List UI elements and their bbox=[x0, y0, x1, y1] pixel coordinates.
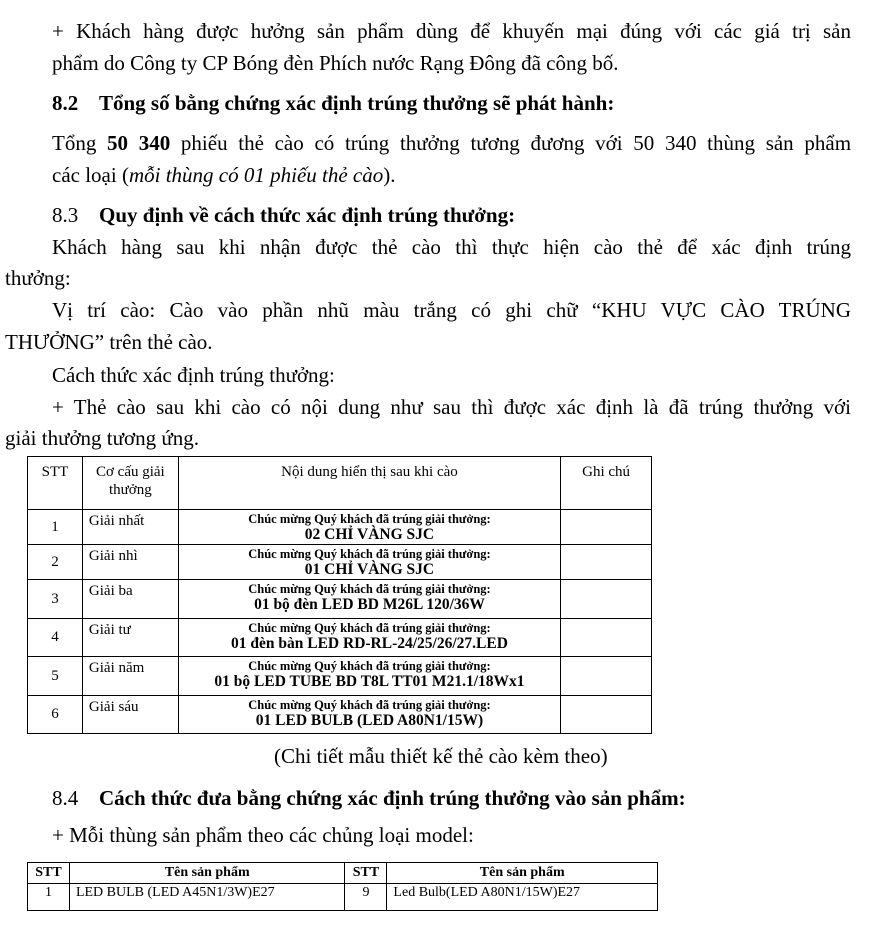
table-caption: (Chi tiết mẫu thiết kế thẻ cào kèm theo) bbox=[274, 744, 608, 768]
s82-text: Tổng bbox=[52, 131, 108, 155]
header-stt: STT bbox=[28, 457, 83, 510]
row-stt: 2 bbox=[28, 545, 83, 580]
s82-text2: các loại ( bbox=[52, 163, 129, 187]
row-content-line2: 01 đèn bàn LED RD-RL-24/25/26/27.LED bbox=[231, 635, 508, 652]
s83-p4-line-1: + Thẻ cào sau khi cào có nội dung như sau thì được xác định là đã trúng thưởng với bbox=[52, 395, 851, 419]
heading-8-4 bbox=[52, 786, 686, 810]
row-note bbox=[561, 580, 652, 619]
header-product-name-2: Tên sản phẩm bbox=[387, 863, 658, 884]
intro-line-2: phẩm do Công ty CP Bóng đèn Phích nước Rạng Đông đã công bố. bbox=[52, 51, 619, 75]
s83-p1-line-2: thưởng: bbox=[5, 266, 71, 290]
header-level: Cơ cấu giải thưởng bbox=[82, 457, 178, 510]
table-row bbox=[28, 545, 652, 580]
s82-paragraph-line-2 bbox=[52, 163, 396, 187]
heading-8-3-title: Quy định về cách thức xác định trúng thưởng: bbox=[99, 203, 516, 227]
row-content bbox=[178, 545, 560, 580]
heading-8-2-title: Tổng số bằng chứng xác định trúng thưởng sẽ phát hành: bbox=[99, 91, 615, 115]
row-stt: 5 bbox=[28, 657, 83, 696]
table-row bbox=[28, 657, 652, 696]
s82-italic: mỗi thùng có 01 phiếu thẻ cào bbox=[128, 163, 384, 187]
row-content-line1: Chúc mừng Quý khách đã trúng giải thưởng: bbox=[248, 582, 491, 596]
s83-p4-line-2: giải thưởng tương ứng. bbox=[5, 426, 200, 450]
s82-count: 50 340 bbox=[107, 131, 171, 155]
row-note bbox=[561, 696, 652, 734]
row-stt: 6 bbox=[28, 696, 83, 734]
product-stt-2: 9 bbox=[345, 884, 387, 911]
product-table bbox=[27, 862, 658, 911]
table-row bbox=[28, 696, 652, 734]
s83-p1-line-1: Khách hàng sau khi nhận được thẻ cào thì thực hiện cào thẻ để xác định trúng bbox=[52, 235, 851, 259]
header-note: Ghi chú bbox=[561, 457, 652, 510]
s82-text-rest: phiếu thẻ cào có trúng thưởng tương đương với 50 340 thùng sản phẩm bbox=[170, 131, 852, 155]
row-level: Giải sáu bbox=[82, 696, 178, 734]
s82-text2-end: ). bbox=[383, 163, 396, 187]
row-note bbox=[561, 619, 652, 657]
row-content-line2: 01 bộ đèn LED BD M26L 120/36W bbox=[254, 596, 485, 613]
row-content bbox=[178, 580, 560, 619]
row-content-line1: Chúc mừng Quý khách đã trúng giải thưởng: bbox=[248, 659, 491, 673]
prize-table bbox=[27, 456, 652, 734]
heading-8-4-number: 8.4 bbox=[52, 786, 79, 810]
row-content-line2: 02 CHỈ VÀNG SJC bbox=[304, 526, 435, 543]
table-row bbox=[28, 619, 652, 657]
s82-paragraph-line-1 bbox=[52, 131, 851, 155]
prize-table-header bbox=[28, 457, 652, 510]
row-content-line2: 01 bộ LED TUBE BD T8L TT01 M21.1/18Wx1 bbox=[214, 673, 525, 690]
row-note bbox=[561, 657, 652, 696]
row-content-line2: 01 CHỈ VÀNG SJC bbox=[304, 561, 435, 578]
row-level: Giải nhì bbox=[82, 545, 178, 580]
table-row bbox=[28, 580, 652, 619]
row-note bbox=[561, 510, 652, 545]
row-content-line1: Chúc mừng Quý khách đã trúng giải thưởng: bbox=[248, 621, 491, 635]
row-stt: 1 bbox=[28, 510, 83, 545]
row-content-line1: Chúc mừng Quý khách đã trúng giải thưởng: bbox=[248, 512, 491, 526]
product-name-1: LED BULB (LED A45N1/3W)E27 bbox=[69, 884, 345, 911]
row-level: Giải ba bbox=[82, 580, 178, 619]
row-content-line2: 01 LED BULB (LED A80N1/15W) bbox=[255, 712, 484, 729]
row-content bbox=[178, 619, 560, 657]
heading-8-3 bbox=[52, 203, 515, 227]
row-content-line1: Chúc mừng Quý khách đã trúng giải thưởng: bbox=[248, 547, 491, 561]
s83-p3: Cách thức xác định trúng thưởng: bbox=[52, 363, 335, 387]
row-stt: 3 bbox=[28, 580, 83, 619]
product-table-header bbox=[28, 863, 658, 884]
product-stt-1: 1 bbox=[28, 884, 70, 911]
s84-p1: + Mỗi thùng sản phẩm theo các chủng loại model: bbox=[52, 823, 474, 847]
heading-8-3-number: 8.3 bbox=[52, 203, 79, 227]
header-content: Nội dung hiển thị sau khi cào bbox=[178, 457, 560, 510]
heading-8-2 bbox=[52, 91, 614, 115]
s83-p2-line-1: Vị trí cào: Cào vào phần nhũ màu trắng có ghi chữ “KHU VỰC CÀO TRÚNG bbox=[52, 298, 851, 322]
intro-line-1: + Khách hàng được hưởng sản phẩm dùng để khuyến mại đúng với các giá trị sản bbox=[52, 19, 851, 43]
s83-p2-line-2: THƯỞNG” trên thẻ cào. bbox=[5, 330, 213, 354]
row-content-line1: Chúc mừng Quý khách đã trúng giải thưởng: bbox=[248, 698, 491, 712]
row-level: Giải năm bbox=[82, 657, 178, 696]
row-note bbox=[561, 545, 652, 580]
table-row bbox=[28, 510, 652, 545]
header-product-name-1: Tên sản phẩm bbox=[69, 863, 345, 884]
row-level: Giải nhất bbox=[82, 510, 178, 545]
row-stt: 4 bbox=[28, 619, 83, 657]
heading-8-4-title: Cách thức đưa bằng chứng xác định trúng thưởng vào sản phẩm: bbox=[99, 786, 686, 810]
row-level: Giải tư bbox=[82, 619, 178, 657]
table-row bbox=[28, 884, 658, 911]
heading-8-2-number: 8.2 bbox=[52, 91, 79, 115]
row-content bbox=[178, 657, 560, 696]
header-stt-2: STT bbox=[345, 863, 387, 884]
header-stt-1: STT bbox=[28, 863, 70, 884]
row-content bbox=[178, 696, 560, 734]
row-content bbox=[178, 510, 560, 545]
product-name-2: Led Bulb(LED A80N1/15W)E27 bbox=[387, 884, 658, 911]
